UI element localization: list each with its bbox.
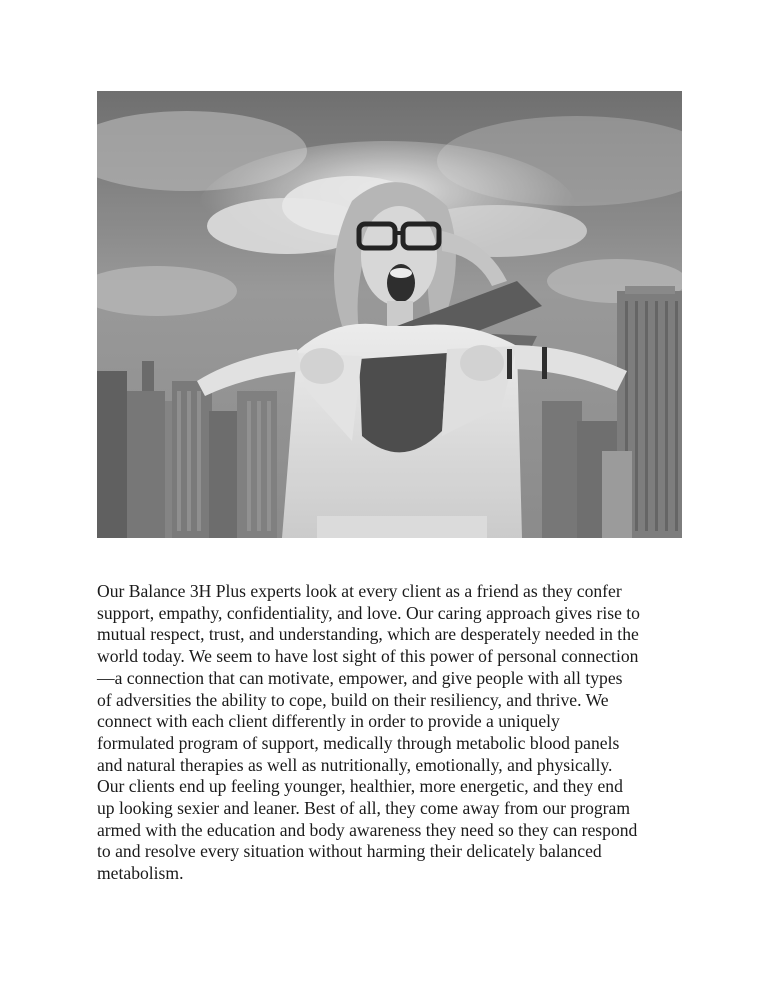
paragraph-line: and natural therapies as well as nutritionally, emotionally, and physically. — [97, 754, 613, 775]
paragraph-line: —a connection that can motivate, empower, and give people with all types — [97, 667, 623, 688]
hero-photo-illustration — [97, 91, 682, 538]
paragraph-line: connect with each client differently in order to provide a uniquely — [97, 711, 560, 732]
hero-photo — [97, 91, 682, 538]
paragraph-line: mutual respect, trust, and understanding, which are desperately needed in the — [97, 624, 639, 645]
paragraph-line: up looking sexier and leaner. Best of all, they come away from our program — [97, 798, 631, 819]
paragraph-line: metabolism. — [97, 863, 184, 884]
body-paragraph — [97, 581, 687, 885]
paragraph-line: Our clients end up feeling younger, healthier, more energetic, and they end — [97, 776, 623, 797]
paragraph-line: formulated program of support, medically through metabolic blood panels — [97, 732, 620, 753]
paragraph-line: to and resolve every situation without harming their delicately balanced — [97, 841, 602, 862]
paragraph-line: of adversities the ability to cope, build on their resiliency, and thrive. We — [97, 689, 609, 710]
paragraph-line: armed with the education and body awareness they need so they can respond — [97, 819, 638, 840]
paragraph-line: support, empathy, confidentiality, and love. Our caring approach gives rise to — [97, 602, 640, 623]
paragraph-line: world today. We seem to have lost sight of this power of personal connection — [97, 646, 639, 667]
paragraph-line: Our Balance 3H Plus experts look at every client as a friend as they confer — [97, 581, 622, 601]
